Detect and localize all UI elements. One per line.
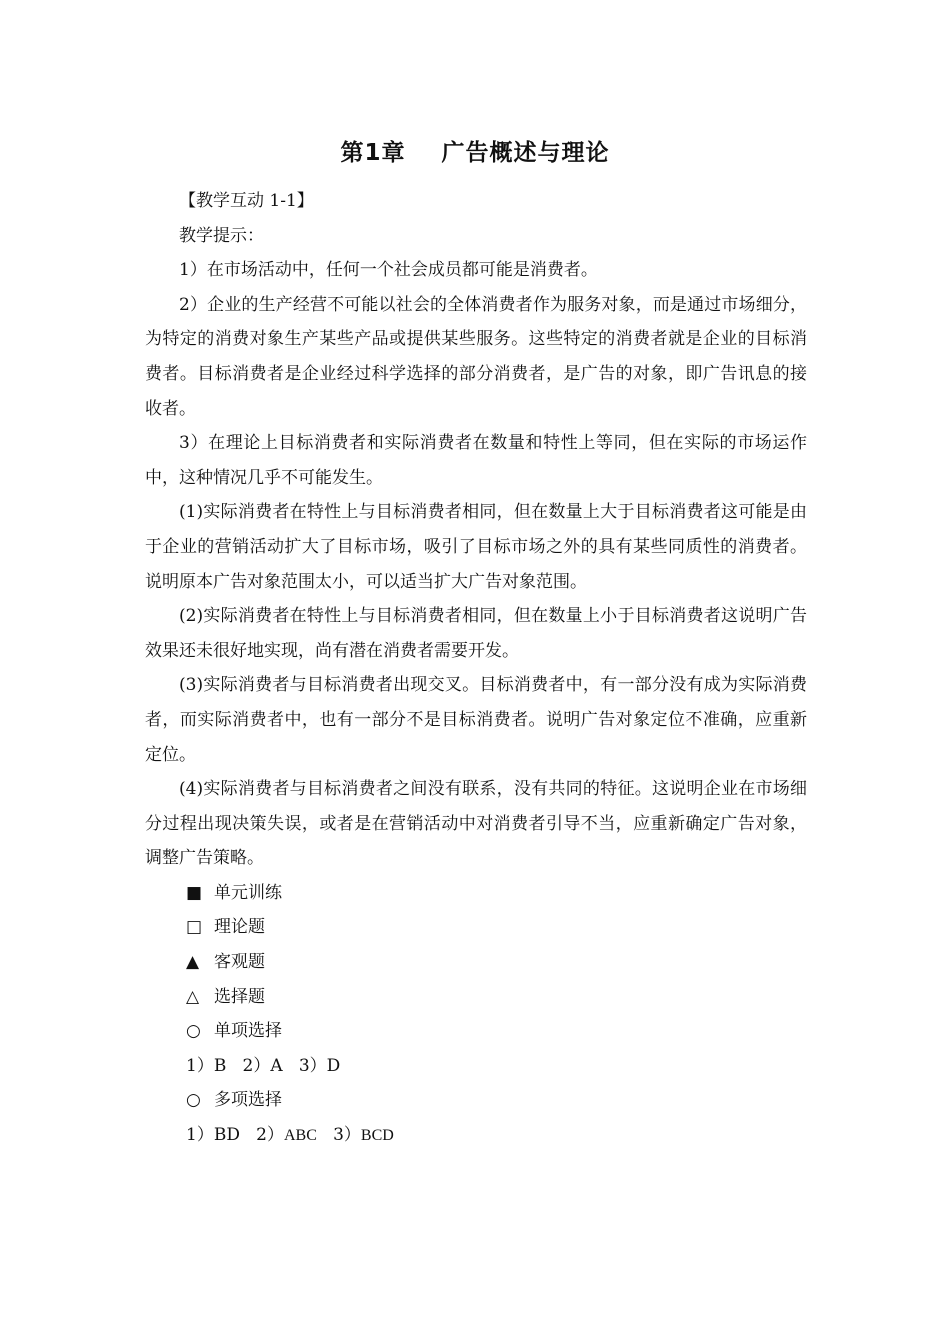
- outline-label: 多项选择: [214, 1090, 282, 1111]
- answer-value: ABC: [283, 1127, 317, 1145]
- answer-number: 1）: [186, 1125, 214, 1146]
- hint-label: 教学提示：: [179, 225, 264, 246]
- chapter-title: 第1章 广告概述与理论: [340, 140, 610, 166]
- outline-label: 理论题: [214, 917, 265, 938]
- paragraph-1: 1）在市场活动中，任何一个社会成员都可能是消费者。: [179, 260, 598, 281]
- paragraph-3: 3）在理论上目标消费者和实际消费者在数量和特性上等同，但在实际的市场运作中，这种情况几乎不可能发生。: [145, 433, 807, 488]
- filled-triangle-icon: ▲: [186, 952, 200, 973]
- document-body: [145, 184, 807, 1154]
- outline-item-theory: [145, 910, 807, 945]
- hollow-circle-icon: ○: [186, 1021, 201, 1042]
- multi-choice-answers: [145, 1118, 807, 1154]
- answer-value: BD: [213, 1125, 240, 1146]
- paragraph-5: (2)实际消费者在特性上与目标消费者相同，但在数量上小于目标消费者这说明广告效果还未很好地实现，尚有潜在消费者需要开发。: [145, 606, 807, 661]
- answer-value: BCD: [360, 1127, 394, 1145]
- hollow-circle-icon: ○: [186, 1090, 201, 1111]
- outline-label: 客观题: [214, 952, 265, 973]
- outline-item-choice: [145, 980, 807, 1015]
- hollow-triangle-icon: △: [186, 986, 200, 1007]
- paragraph-6: (3)实际消费者与目标消费者出现交叉。目标消费者中，有一部分没有成为实际消费者，而实际消费者中，也有一部分不是目标消费者。说明广告对象定位不准确，应重新定位。: [145, 675, 807, 765]
- answer-number: 2）: [239, 1125, 284, 1146]
- filled-square-icon: ■: [186, 882, 203, 903]
- outline-label: 选择题: [214, 986, 265, 1007]
- outline-label: 单项选择: [214, 1021, 282, 1042]
- outline-item-unit-training: [145, 876, 807, 911]
- paragraph-4: (1)实际消费者在特性上与目标消费者相同，但在数量上大于目标消费者这可能是由于企业的营销活动扩大了目标市场，吸引了目标市场之外的具有某些同质性的消费者。说明原本广告对象范围太小，可以适当扩大广告对象范围。: [145, 502, 807, 592]
- hollow-square-icon: □: [186, 917, 203, 938]
- outline-item-objective: [145, 945, 807, 980]
- paragraph-2: 2）企业的生产经营不可能以社会的全体消费者作为服务对象，而是通过市场细分，为特定的消费对象生产某些产品或提供某些服务。这些特定的消费者就是企业的目标消费者。目标消费者是企业经过科学选择的部分消费者，是广告的对象，即广告讯息的接收者。: [145, 294, 807, 419]
- interaction-heading: 【教学互动 1-1】: [179, 191, 314, 211]
- paragraph-7: (4)实际消费者与目标消费者之间没有联系，没有共同的特征。这说明企业在市场细分过程出现决策失误，或者是在营销活动中对消费者引导不当，应重新确定广告对象，调整广告策略。: [145, 779, 807, 869]
- answer-number: 3）: [316, 1125, 361, 1146]
- single-choice-answers: 1）B 2）A 3）D: [186, 1055, 341, 1076]
- outline-item-single-choice: [145, 1014, 807, 1049]
- outline-label: 单元训练: [214, 882, 282, 903]
- outline-item-multi-choice: [145, 1083, 807, 1118]
